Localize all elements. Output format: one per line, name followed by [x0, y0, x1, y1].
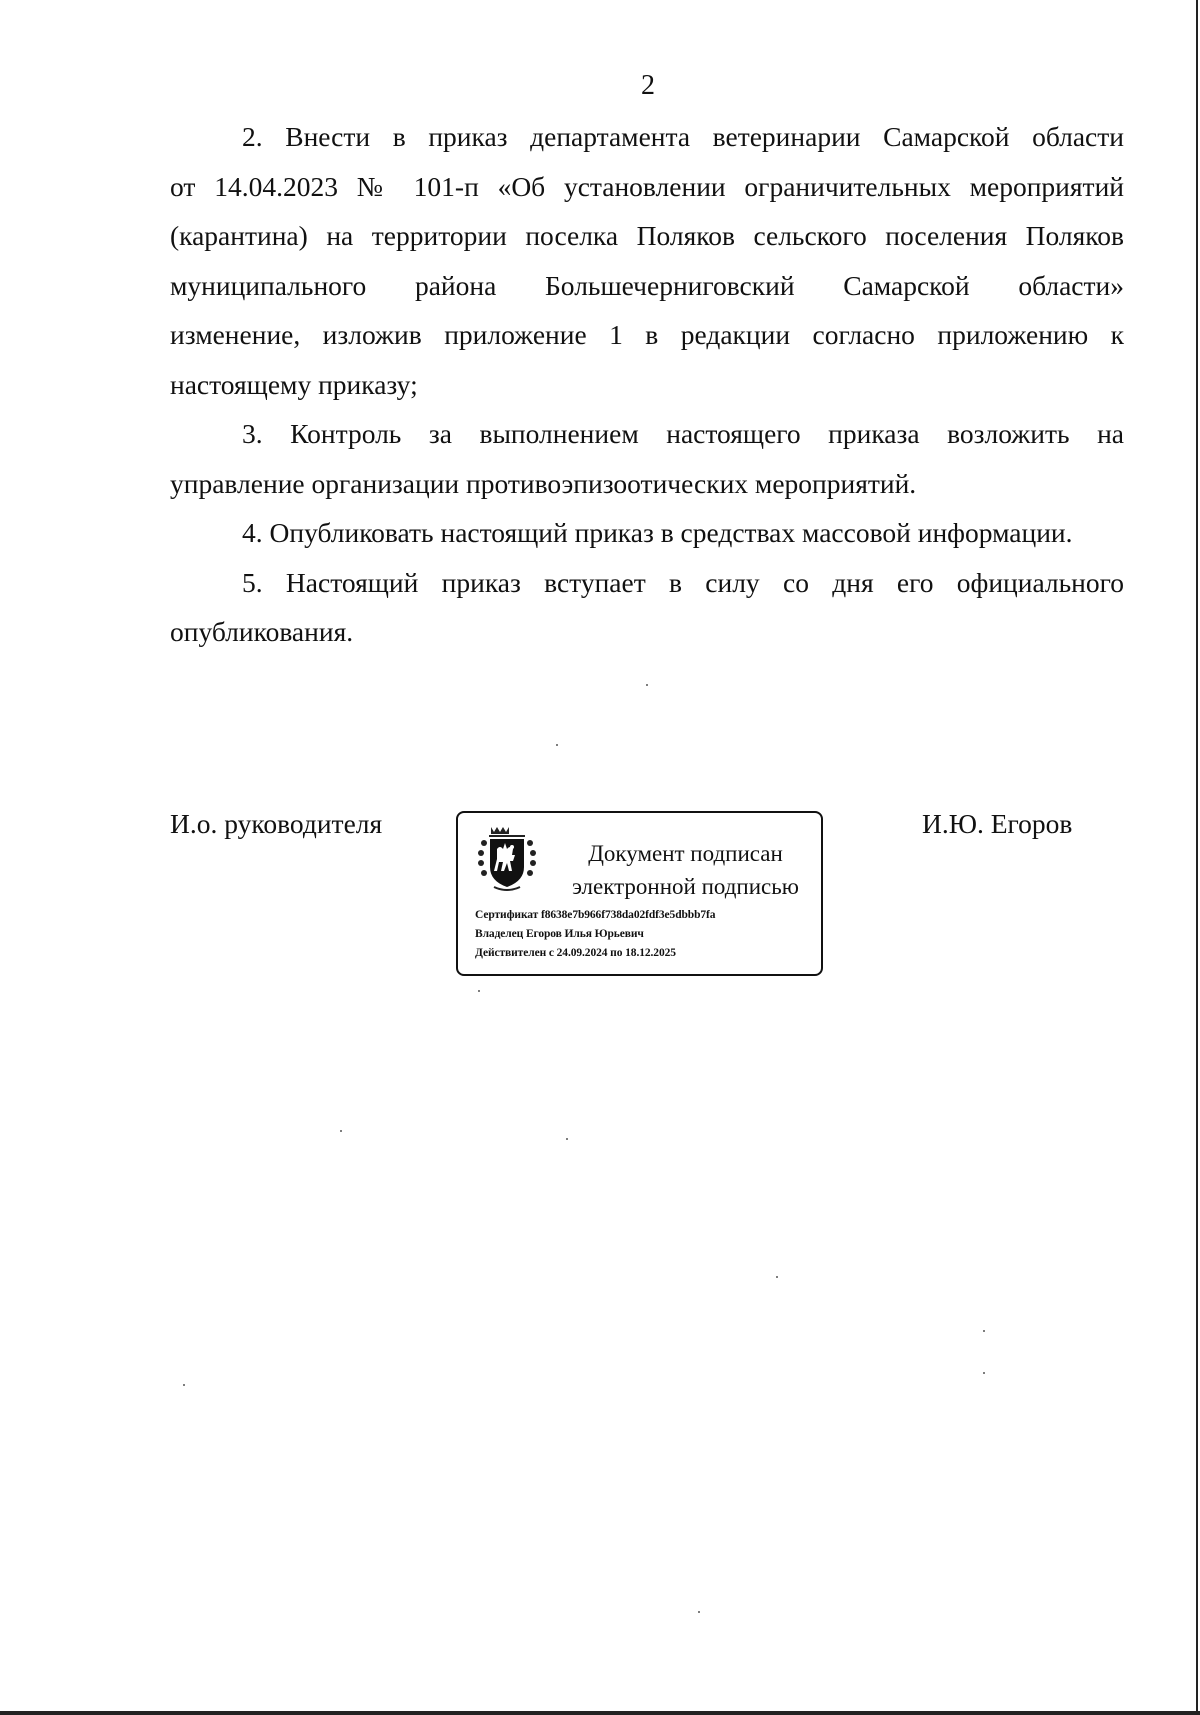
scan-speck	[698, 1611, 700, 1613]
scan-edge-bottom	[0, 1711, 1200, 1715]
paragraph-3	[170, 409, 1124, 508]
page-number: 2	[641, 70, 655, 101]
scan-speck	[983, 1330, 985, 1332]
scan-speck	[478, 990, 480, 992]
stamp-details	[475, 906, 715, 963]
signatory-position: И.о. руководителя	[170, 808, 383, 839]
paragraph-line: 3. Контроль за выполнением настоящего приказа возложить на	[242, 418, 1124, 449]
paragraph-2	[170, 112, 1124, 409]
stamp-title-line: электронной подписью	[572, 874, 799, 899]
paragraph-line: 5. Настоящий приказ вступает в силу со дня его официального	[242, 566, 1124, 598]
samara-coat-of-arms-icon	[476, 825, 538, 893]
stamp-title	[558, 837, 813, 903]
paragraph-line: (карантина) на территории поселка Поляков сельского поселения Поляков	[170, 220, 1124, 251]
paragraph-5	[170, 558, 1124, 657]
scan-speck	[556, 744, 558, 746]
paragraph-line: от 14.04.2023 № 101-п «Об установлении ограничительных мероприятий	[170, 170, 1124, 202]
scan-speck	[566, 1138, 568, 1140]
certificate-owner: Владелец Егоров Илья Юрьевич	[475, 928, 644, 940]
paragraph-line: муниципального района Большечерниговский Самарской области»	[170, 269, 1124, 301]
electronic-signature-stamp	[456, 811, 823, 976]
scan-speck	[646, 684, 648, 686]
paragraph-line: настоящему приказу;	[170, 368, 418, 400]
scan-speck	[340, 1130, 342, 1132]
scan-speck	[183, 1384, 185, 1386]
certificate-number: Сертификат f8638e7b966f738da02fdf3e5dbbb7fa	[475, 909, 716, 921]
paragraph-line: опубликования.	[170, 616, 354, 647]
paragraph-line: управление организации противоэпизоотических мероприятий.	[170, 467, 917, 499]
certificate-validity: Действителен с 24.09.2024 по 18.12.2025	[475, 947, 676, 959]
paragraph-line: 4. Опубликовать настоящий приказ в средствах массовой информации.	[242, 517, 1073, 548]
stamp-title-line: Документ подписан	[588, 841, 783, 866]
scan-edge-right	[1196, 0, 1198, 1715]
paragraph-line: 2. Внести в приказ департамента ветеринарии Самарской области	[242, 121, 1124, 152]
scan-speck	[983, 1372, 985, 1374]
paragraph-line: изменение, изложив приложение 1 в редакции согласно приложению к	[170, 319, 1124, 350]
paragraph-4	[170, 508, 1124, 558]
scan-speck	[776, 1276, 778, 1278]
document-body	[170, 112, 1124, 657]
signatory-name: И.Ю. Егоров	[922, 808, 1073, 839]
